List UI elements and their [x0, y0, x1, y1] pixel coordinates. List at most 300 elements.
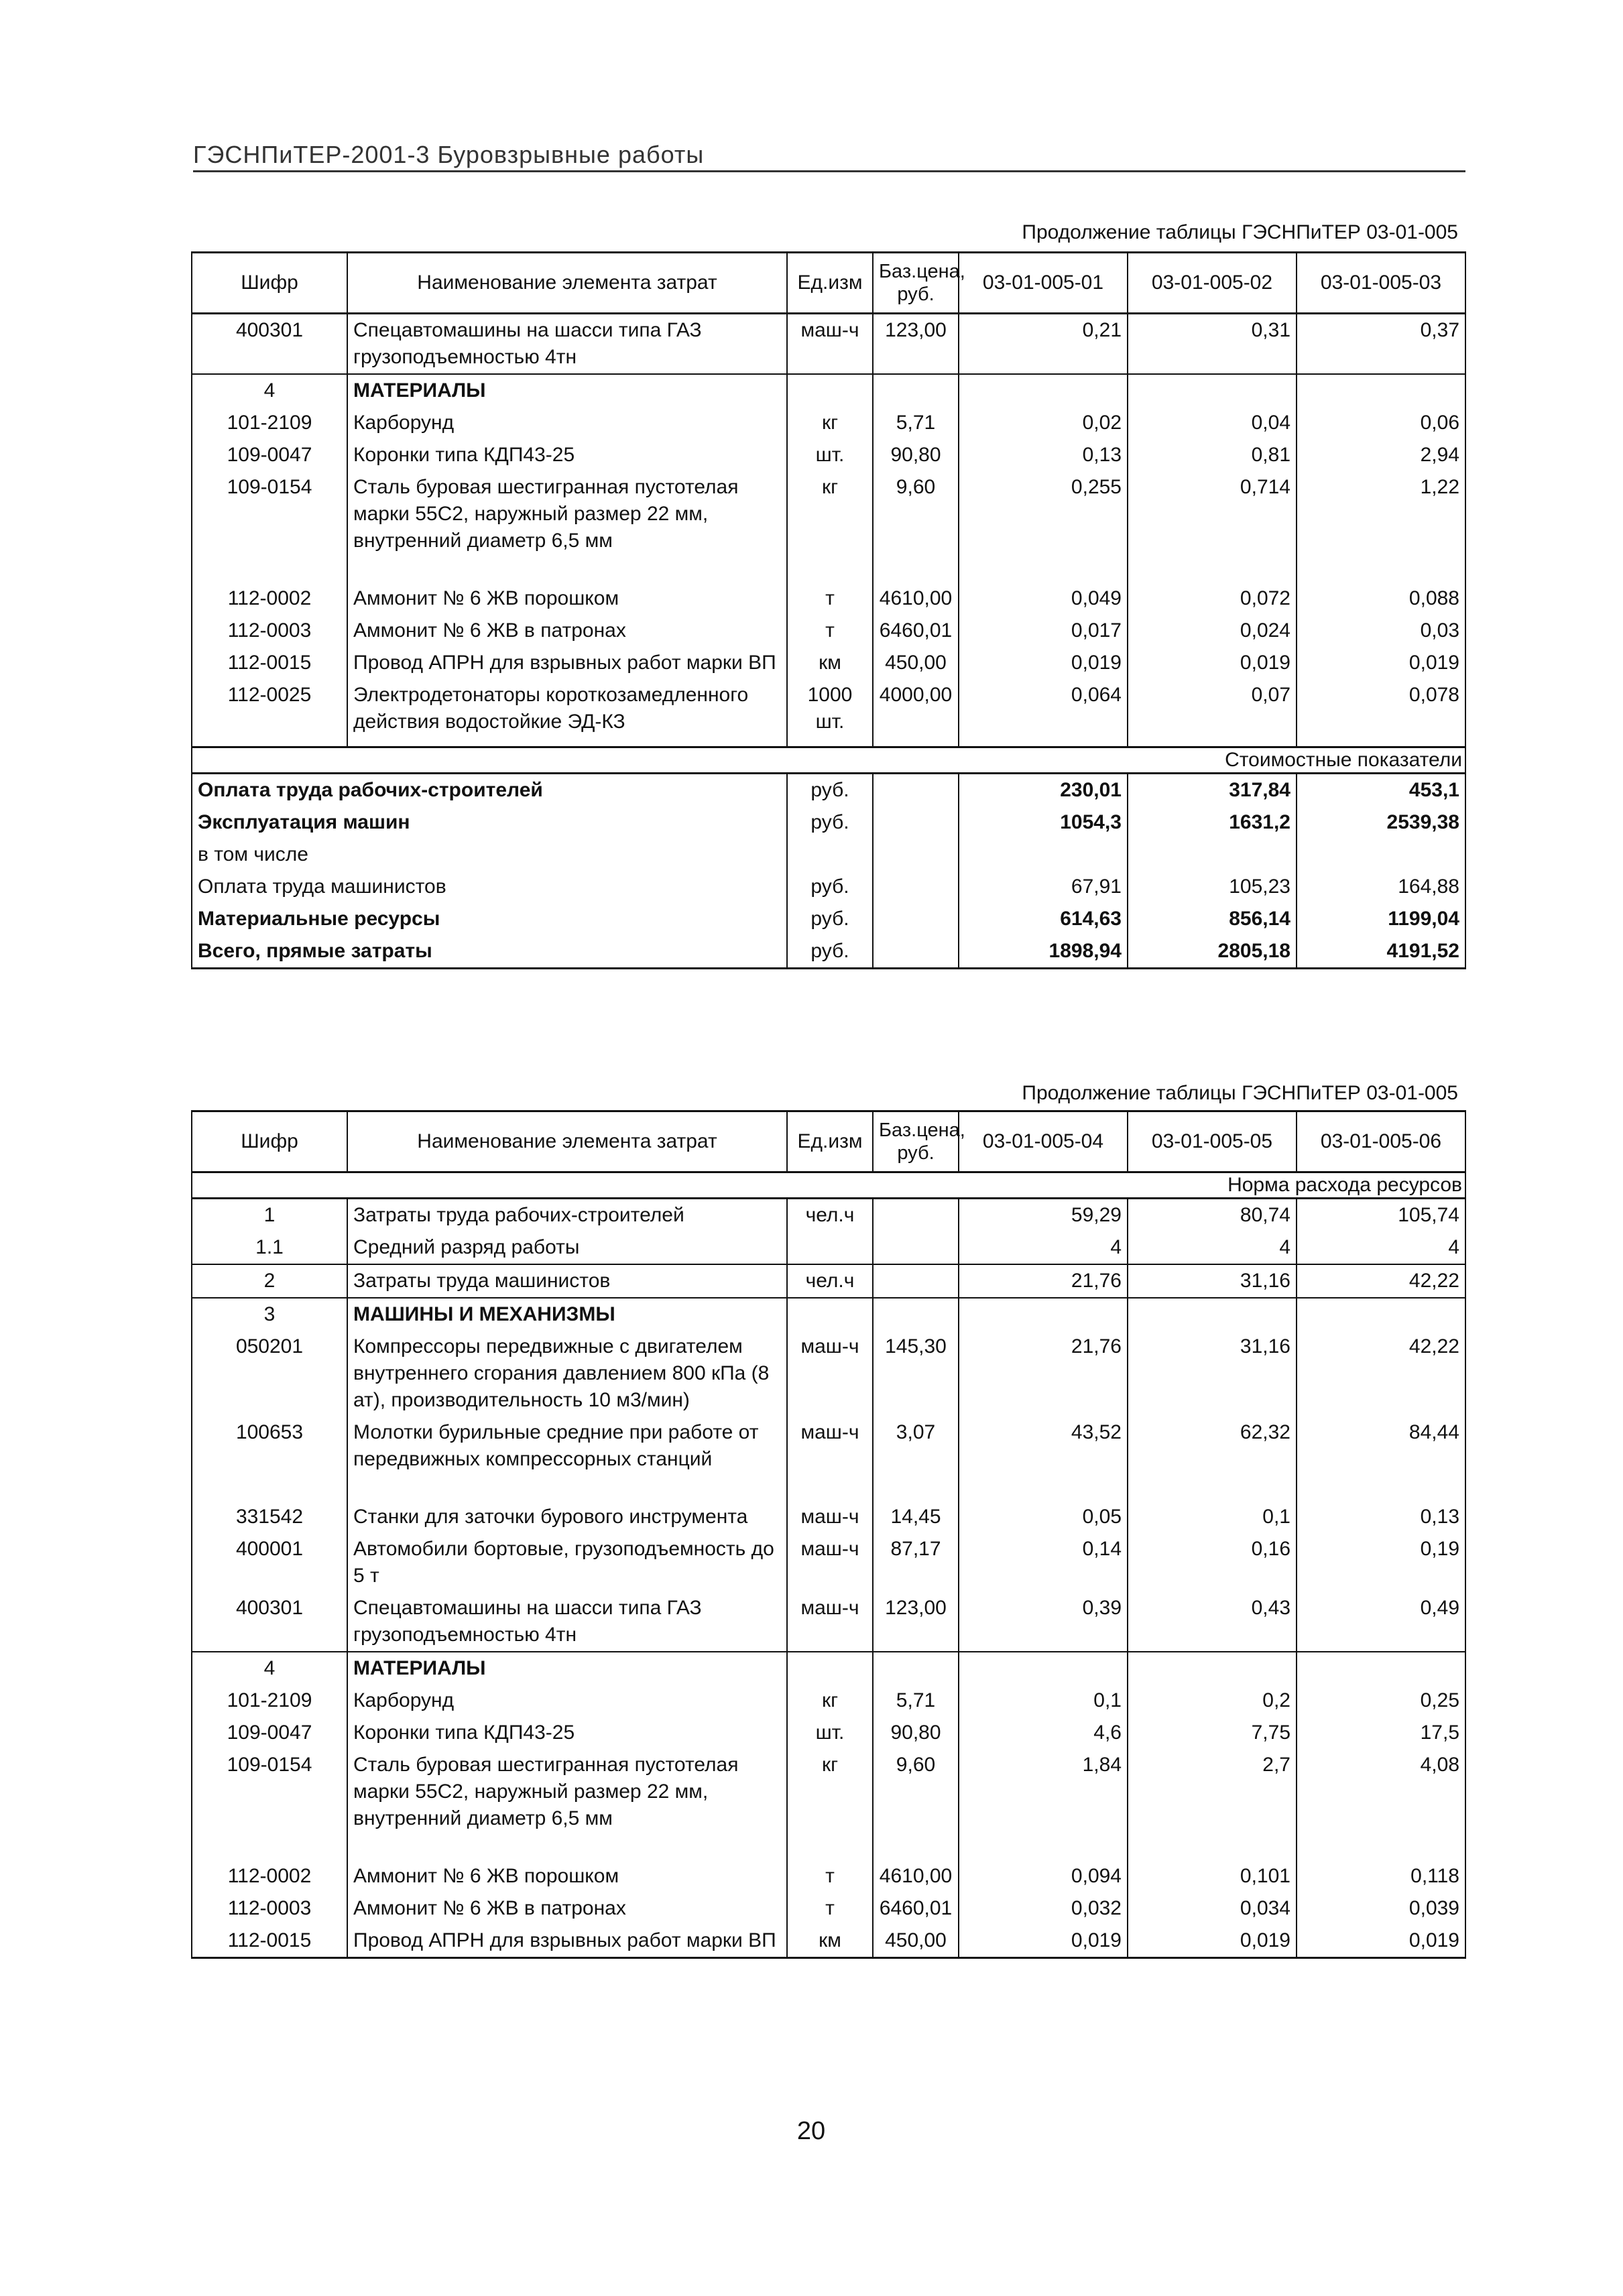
row-price: 145,30	[873, 1331, 959, 1416]
row-value-3	[1297, 1652, 1465, 1685]
row-value-1: 43,52	[959, 1416, 1128, 1475]
row-value-2: 7,75	[1128, 1717, 1297, 1749]
row-value-1	[959, 1298, 1128, 1331]
row-value-2: 0,07	[1128, 679, 1297, 738]
summary-value-1: 614,63	[959, 903, 1128, 935]
summary-unit: руб.	[787, 871, 873, 903]
summary-price	[873, 871, 959, 903]
spacer-cell	[1128, 557, 1297, 583]
row-code: 400301	[192, 314, 347, 375]
gap-cell	[1128, 738, 1297, 747]
row-price	[873, 1231, 959, 1264]
row-code: 400301	[192, 1592, 347, 1652]
row-name: Карборунд	[347, 1685, 787, 1717]
header-rule	[193, 170, 1465, 172]
header-name: Наименование элемента затрат	[347, 253, 787, 314]
spacer-cell	[347, 1835, 787, 1860]
spacer-cell	[1128, 1835, 1297, 1860]
resource-table-2	[191, 1110, 1466, 1959]
gap-cell	[787, 738, 873, 747]
table-1-caption: Продолжение таблицы ГЭСНПиТЕР 03-01-005	[1022, 221, 1458, 243]
row-value-2	[1128, 374, 1297, 407]
header-price: Баз.цена, руб.	[873, 1111, 959, 1172]
summary-name: Оплата труда рабочих-строителей	[192, 774, 787, 807]
gap-row	[192, 738, 1465, 747]
row-code: 331542	[192, 1501, 347, 1533]
row-price	[873, 374, 959, 407]
table-row	[192, 374, 1465, 407]
summary-value-1: 1898,94	[959, 935, 1128, 969]
summary-value-2: 2805,18	[1128, 935, 1297, 969]
row-value-3: 17,5	[1297, 1717, 1465, 1749]
table-row	[192, 1501, 1465, 1533]
spacer-cell	[1297, 557, 1465, 583]
row-value-2: 0,024	[1128, 615, 1297, 647]
table-row	[192, 583, 1465, 615]
row-code: 3	[192, 1298, 347, 1331]
row-value-1: 59,29	[959, 1199, 1128, 1232]
gap-cell	[347, 738, 787, 747]
summary-row	[192, 839, 1465, 871]
row-value-2: 4	[1128, 1231, 1297, 1264]
spacer-cell	[347, 1475, 787, 1501]
row-name: Коронки типа КДП43-25	[347, 1717, 787, 1749]
header-unit: Ед.изм	[787, 253, 873, 314]
row-name: Аммонит № 6 ЖВ в патронах	[347, 1892, 787, 1925]
row-code: 112-0002	[192, 1860, 347, 1892]
row-value-1: 0,05	[959, 1501, 1128, 1533]
summary-row	[192, 806, 1465, 839]
table-row	[192, 314, 1465, 375]
header-price: Баз.цена, руб.	[873, 253, 959, 314]
spacer-row	[192, 1835, 1465, 1860]
row-price: 4610,00	[873, 583, 959, 615]
row-unit: чел.ч	[787, 1264, 873, 1298]
resource-table-1	[191, 251, 1466, 969]
table-row	[192, 471, 1465, 557]
row-price: 123,00	[873, 1592, 959, 1652]
table-header-row	[192, 1111, 1465, 1172]
row-unit: маш-ч	[787, 1592, 873, 1652]
table-row	[192, 1685, 1465, 1717]
spacer-cell	[959, 557, 1128, 583]
summary-value-1: 1054,3	[959, 806, 1128, 839]
row-name: Аммонит № 6 ЖВ порошком	[347, 1860, 787, 1892]
row-price: 14,45	[873, 1501, 959, 1533]
table-row	[192, 1264, 1465, 1298]
row-code: 109-0047	[192, 439, 347, 471]
row-code: 101-2109	[192, 1685, 347, 1717]
row-value-3	[1297, 1298, 1465, 1331]
spacer-cell	[1297, 1475, 1465, 1501]
table-header-row	[192, 253, 1465, 314]
row-name: Провод АПРН для взрывных работ марки ВП	[347, 1925, 787, 1958]
row-value-2: 0,034	[1128, 1892, 1297, 1925]
row-value-3: 0,118	[1297, 1860, 1465, 1892]
spacer-cell	[873, 557, 959, 583]
row-price: 90,80	[873, 1717, 959, 1749]
row-unit: шт.	[787, 1717, 873, 1749]
summary-value-3	[1297, 839, 1465, 871]
table-row	[192, 1717, 1465, 1749]
row-unit: маш-ч	[787, 1416, 873, 1475]
table-row	[192, 1331, 1465, 1416]
row-unit: т	[787, 1860, 873, 1892]
table-row	[192, 647, 1465, 679]
table-row	[192, 1892, 1465, 1925]
row-unit: кг	[787, 471, 873, 557]
row-value-2: 31,16	[1128, 1331, 1297, 1416]
row-price: 87,17	[873, 1533, 959, 1592]
row-price: 4000,00	[873, 679, 959, 738]
row-value-1: 0,094	[959, 1860, 1128, 1892]
header-code: Шифр	[192, 253, 347, 314]
table-2-caption: Продолжение таблицы ГЭСНПиТЕР 03-01-005	[1022, 1082, 1458, 1104]
row-value-2: 0,1	[1128, 1501, 1297, 1533]
table-row	[192, 1533, 1465, 1592]
row-name: МАШИНЫ И МЕХАНИЗМЫ	[347, 1298, 787, 1331]
row-price: 90,80	[873, 439, 959, 471]
row-code: 112-0003	[192, 615, 347, 647]
row-name: Карборунд	[347, 407, 787, 439]
header-column-3: 03-01-005-03	[1297, 253, 1465, 314]
row-value-3: 0,039	[1297, 1892, 1465, 1925]
row-unit: кг	[787, 1685, 873, 1717]
row-value-1: 0,255	[959, 471, 1128, 557]
row-value-3: 84,44	[1297, 1416, 1465, 1475]
row-name: Автомобили бортовые, грузоподъемность до 5 т	[347, 1533, 787, 1592]
row-value-1: 21,76	[959, 1331, 1128, 1416]
row-code: 101-2109	[192, 407, 347, 439]
row-unit: маш-ч	[787, 1533, 873, 1592]
row-name: Станки для заточки бурового инструмента	[347, 1501, 787, 1533]
summary-unit: руб.	[787, 806, 873, 839]
row-value-3: 2,94	[1297, 439, 1465, 471]
row-value-1: 4,6	[959, 1717, 1128, 1749]
row-value-2: 0,019	[1128, 1925, 1297, 1958]
row-name: Электродетонаторы короткозамедленного действия водостойкие ЭД-КЗ	[347, 679, 787, 738]
header-column-1: 03-01-005-01	[959, 253, 1128, 314]
summary-price	[873, 806, 959, 839]
row-value-1: 0,02	[959, 407, 1128, 439]
summary-value-1: 230,01	[959, 774, 1128, 807]
row-unit: чел.ч	[787, 1199, 873, 1232]
summary-unit	[787, 839, 873, 871]
row-value-1: 0,21	[959, 314, 1128, 375]
table-row	[192, 1199, 1465, 1232]
row-value-2	[1128, 1298, 1297, 1331]
row-value-3: 4,08	[1297, 1749, 1465, 1835]
summary-row	[192, 903, 1465, 935]
row-name: Молотки бурильные средние при работе от передвижных компрессорных станций	[347, 1416, 787, 1475]
summary-unit: руб.	[787, 774, 873, 807]
row-value-2: 0,2	[1128, 1685, 1297, 1717]
row-code: 112-0003	[192, 1892, 347, 1925]
row-name: Коронки типа КДП43-25	[347, 439, 787, 471]
summary-value-2: 856,14	[1128, 903, 1297, 935]
spacer-row	[192, 1475, 1465, 1501]
row-price: 450,00	[873, 647, 959, 679]
row-value-1: 1,84	[959, 1749, 1128, 1835]
summary-value-3: 4191,52	[1297, 935, 1465, 969]
row-value-1: 0,39	[959, 1592, 1128, 1652]
row-price: 9,60	[873, 471, 959, 557]
table-row	[192, 439, 1465, 471]
row-value-3: 0,25	[1297, 1685, 1465, 1717]
row-price: 3,07	[873, 1416, 959, 1475]
row-value-2: 80,74	[1128, 1199, 1297, 1232]
summary-name: Эксплуатация машин	[192, 806, 787, 839]
spacer-cell	[873, 1835, 959, 1860]
table-row	[192, 407, 1465, 439]
row-value-3: 42,22	[1297, 1331, 1465, 1416]
row-value-2: 2,7	[1128, 1749, 1297, 1835]
table-row	[192, 615, 1465, 647]
table-row	[192, 1749, 1465, 1835]
header-code: Шифр	[192, 1111, 347, 1172]
summary-name: Всего, прямые затраты	[192, 935, 787, 969]
page-number: 20	[796, 2117, 826, 2145]
summary-value-2: 105,23	[1128, 871, 1297, 903]
table-row	[192, 1592, 1465, 1652]
spacer-cell	[192, 557, 347, 583]
table-row	[192, 1860, 1465, 1892]
row-value-3: 0,19	[1297, 1533, 1465, 1592]
row-value-3: 0,088	[1297, 583, 1465, 615]
row-code: 109-0154	[192, 1749, 347, 1835]
row-value-1: 21,76	[959, 1264, 1128, 1298]
row-name: Сталь буровая шестигранная пустотелая марки 55С2, наружный размер 22 мм, внутренний диаметр 6,5 мм	[347, 1749, 787, 1835]
row-value-2: 0,019	[1128, 647, 1297, 679]
row-value-3	[1297, 374, 1465, 407]
spacer-cell	[787, 1475, 873, 1501]
row-value-2: 0,31	[1128, 314, 1297, 375]
table-row	[192, 1652, 1465, 1685]
spacer-cell	[1128, 1475, 1297, 1501]
row-value-3: 0,019	[1297, 647, 1465, 679]
row-code: 112-0015	[192, 647, 347, 679]
row-value-2	[1128, 1652, 1297, 1685]
summary-price	[873, 774, 959, 807]
row-price: 5,71	[873, 407, 959, 439]
summary-value-3: 164,88	[1297, 871, 1465, 903]
row-code: 4	[192, 374, 347, 407]
row-code: 400001	[192, 1533, 347, 1592]
summary-value-2: 317,84	[1128, 774, 1297, 807]
summary-value-2	[1128, 839, 1297, 871]
table-row	[192, 679, 1465, 738]
summary-unit: руб.	[787, 903, 873, 935]
row-value-1: 0,032	[959, 1892, 1128, 1925]
table-row	[192, 1416, 1465, 1475]
summary-value-1: 67,91	[959, 871, 1128, 903]
row-code: 100653	[192, 1416, 347, 1475]
summary-name: Материальные ресурсы	[192, 903, 787, 935]
row-name: Аммонит № 6 ЖВ в патронах	[347, 615, 787, 647]
row-value-3: 0,13	[1297, 1501, 1465, 1533]
summary-row	[192, 935, 1465, 969]
spacer-cell	[787, 1835, 873, 1860]
row-value-2: 62,32	[1128, 1416, 1297, 1475]
summary-value-1	[959, 839, 1128, 871]
spacer-cell	[959, 1475, 1128, 1501]
row-name: Затраты труда машинистов	[347, 1264, 787, 1298]
summary-value-3: 453,1	[1297, 774, 1465, 807]
gap-cell	[959, 738, 1128, 747]
row-name: Сталь буровая шестигранная пустотелая марки 55С2, наружный размер 22 мм, внутренний диаметр 6,5 мм	[347, 471, 787, 557]
row-value-2: 0,072	[1128, 583, 1297, 615]
gap-cell	[192, 738, 347, 747]
summary-value-3: 2539,38	[1297, 806, 1465, 839]
row-code: 1.1	[192, 1231, 347, 1264]
spacer-cell	[873, 1475, 959, 1501]
row-name: Затраты труда рабочих-строителей	[347, 1199, 787, 1232]
row-price	[873, 1652, 959, 1685]
row-code: 2	[192, 1264, 347, 1298]
row-price	[873, 1298, 959, 1331]
row-name: МАТЕРИАЛЫ	[347, 1652, 787, 1685]
row-value-1: 0,019	[959, 647, 1128, 679]
row-unit: маш-ч	[787, 1501, 873, 1533]
summary-name: Оплата труда машинистов	[192, 871, 787, 903]
row-name: Компрессоры передвижные с двигателем внутреннего сгорания давлением 800 кПа (8 ат), производительность 10 м3/мин)	[347, 1331, 787, 1416]
spacer-cell	[192, 1835, 347, 1860]
row-price: 5,71	[873, 1685, 959, 1717]
row-name: Спецавтомашины на шасси типа ГАЗ грузоподъемностью 4тн	[347, 314, 787, 375]
header-column-6: 03-01-005-06	[1297, 1111, 1465, 1172]
norm-band-label: Норма расхода ресурсов	[192, 1172, 1465, 1199]
row-unit	[787, 1652, 873, 1685]
header-column-5: 03-01-005-05	[1128, 1111, 1297, 1172]
summary-price	[873, 839, 959, 871]
row-unit: кг	[787, 1749, 873, 1835]
table-row	[192, 1925, 1465, 1958]
table-row	[192, 1298, 1465, 1331]
row-value-1: 0,14	[959, 1533, 1128, 1592]
row-unit: т	[787, 583, 873, 615]
row-unit: 1000 шт.	[787, 679, 873, 738]
row-unit: т	[787, 1892, 873, 1925]
row-value-2: 0,43	[1128, 1592, 1297, 1652]
row-value-3: 0,37	[1297, 314, 1465, 375]
summary-unit: руб.	[787, 935, 873, 969]
row-price: 450,00	[873, 1925, 959, 1958]
summary-price	[873, 935, 959, 969]
row-unit	[787, 1298, 873, 1331]
row-value-1	[959, 1652, 1128, 1685]
row-code: 112-0025	[192, 679, 347, 738]
cost-band-row	[192, 747, 1465, 774]
row-name: МАТЕРИАЛЫ	[347, 374, 787, 407]
row-value-3: 4	[1297, 1231, 1465, 1264]
spacer-cell	[347, 557, 787, 583]
row-value-1: 0,017	[959, 615, 1128, 647]
row-value-2: 0,81	[1128, 439, 1297, 471]
row-price	[873, 1264, 959, 1298]
summary-name: в том числе	[192, 839, 787, 871]
row-unit: шт.	[787, 439, 873, 471]
row-value-1	[959, 374, 1128, 407]
spacer-cell	[959, 1835, 1128, 1860]
row-value-3: 0,019	[1297, 1925, 1465, 1958]
row-name: Аммонит № 6 ЖВ порошком	[347, 583, 787, 615]
row-value-2: 31,16	[1128, 1264, 1297, 1298]
summary-value-2: 1631,2	[1128, 806, 1297, 839]
row-value-1: 0,064	[959, 679, 1128, 738]
spacer-cell	[787, 557, 873, 583]
spacer-row	[192, 557, 1465, 583]
spacer-cell	[192, 1475, 347, 1501]
header-unit: Ед.изм	[787, 1111, 873, 1172]
row-name: Средний разряд работы	[347, 1231, 787, 1264]
row-value-3: 42,22	[1297, 1264, 1465, 1298]
row-value-3: 0,03	[1297, 615, 1465, 647]
header-column-2: 03-01-005-02	[1128, 253, 1297, 314]
row-value-3: 0,06	[1297, 407, 1465, 439]
gap-cell	[873, 738, 959, 747]
row-value-1: 0,049	[959, 583, 1128, 615]
row-unit: маш-ч	[787, 314, 873, 375]
row-value-1: 0,1	[959, 1685, 1128, 1717]
row-value-3: 105,74	[1297, 1199, 1465, 1232]
running-header: ГЭСНПиТЕР-2001-3 Буровзрывные работы	[193, 141, 705, 168]
summary-price	[873, 903, 959, 935]
row-value-1: 0,13	[959, 439, 1128, 471]
row-unit: км	[787, 1925, 873, 1958]
summary-row	[192, 774, 1465, 807]
row-code: 1	[192, 1199, 347, 1232]
row-unit	[787, 374, 873, 407]
spacer-cell	[1297, 1835, 1465, 1860]
cost-band-label: Стоимостные показатели	[192, 747, 1465, 774]
row-price: 6460,01	[873, 1892, 959, 1925]
summary-value-3: 1199,04	[1297, 903, 1465, 935]
row-value-2: 0,101	[1128, 1860, 1297, 1892]
row-value-2: 0,714	[1128, 471, 1297, 557]
row-value-2: 0,04	[1128, 407, 1297, 439]
row-unit: маш-ч	[787, 1331, 873, 1416]
row-price	[873, 1199, 959, 1232]
row-code: 109-0047	[192, 1717, 347, 1749]
row-value-2: 0,16	[1128, 1533, 1297, 1592]
row-unit: т	[787, 615, 873, 647]
header-name: Наименование элемента затрат	[347, 1111, 787, 1172]
row-value-1: 0,019	[959, 1925, 1128, 1958]
row-code: 112-0002	[192, 583, 347, 615]
row-code: 112-0015	[192, 1925, 347, 1958]
row-code: 4	[192, 1652, 347, 1685]
row-value-3: 0,49	[1297, 1592, 1465, 1652]
row-name: Спецавтомашины на шасси типа ГАЗ грузоподъемностью 4тн	[347, 1592, 787, 1652]
row-unit	[787, 1231, 873, 1264]
row-price: 6460,01	[873, 615, 959, 647]
row-code: 050201	[192, 1331, 347, 1416]
row-code: 109-0154	[192, 471, 347, 557]
table-row	[192, 1231, 1465, 1264]
gap-cell	[1297, 738, 1465, 747]
header-column-4: 03-01-005-04	[959, 1111, 1128, 1172]
row-value-3: 1,22	[1297, 471, 1465, 557]
row-price: 4610,00	[873, 1860, 959, 1892]
row-value-3: 0,078	[1297, 679, 1465, 738]
row-unit: км	[787, 647, 873, 679]
row-name: Провод АПРН для взрывных работ марки ВП	[347, 647, 787, 679]
row-price: 9,60	[873, 1749, 959, 1835]
norm-band-row	[192, 1172, 1465, 1199]
row-value-1: 4	[959, 1231, 1128, 1264]
row-unit: кг	[787, 407, 873, 439]
row-price: 123,00	[873, 314, 959, 375]
